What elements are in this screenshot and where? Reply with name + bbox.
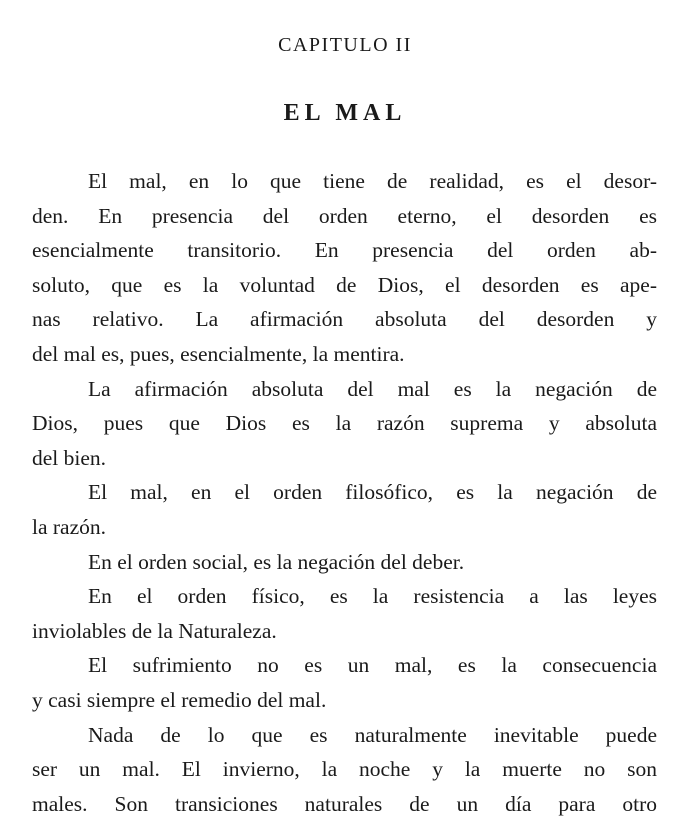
text-line: Nada de lo que es naturalmente inevitable puede — [88, 722, 657, 747]
text-line: ser un mal. El invierno, la noche y la muerte no son — [32, 757, 657, 782]
chapter-label: CAPITULO II — [278, 34, 412, 56]
text-line: El mal, en el orden filosófico, es la negación de — [88, 480, 657, 505]
text-line: males. Son transiciones naturales de un día para otro — [32, 791, 657, 816]
text-line: El mal, en lo que tiene de realidad, es el desor- — [88, 169, 657, 193]
text-line: esencialmente transitorio. En presencia del orden ab- — [32, 238, 657, 263]
text-line: y casi siempre el remedio del mal. — [32, 687, 327, 712]
text-line: inviolables de la Naturaleza. — [32, 618, 277, 643]
chapter-title: EL MAL — [283, 100, 407, 126]
text-line: del bien. — [32, 445, 107, 470]
text-line: El sufrimiento no es un mal, es la consecuencia — [88, 653, 657, 678]
text-line: En el orden social, es la negación del deber. — [88, 549, 465, 574]
text-line: La afirmación absoluta del mal es la negación de — [88, 376, 657, 401]
text-line: del mal es, pues, esencialmente, la mentira. — [32, 341, 405, 366]
body-text — [32, 164, 657, 821]
text-line: soluto, que es la voluntad de Dios, el desorden es ape- — [32, 272, 657, 297]
text-line: la razón. — [32, 514, 107, 539]
text-line: nas relativo. La afirmación absoluta del desorden y — [32, 307, 657, 332]
text-line: den. En presencia del orden eterno, el desorden es — [32, 203, 657, 228]
text-line: En el orden físico, es la resistencia a las leyes — [88, 584, 657, 609]
text-line: Dios, pues que Dios es la razón suprema y absoluta — [32, 411, 657, 436]
